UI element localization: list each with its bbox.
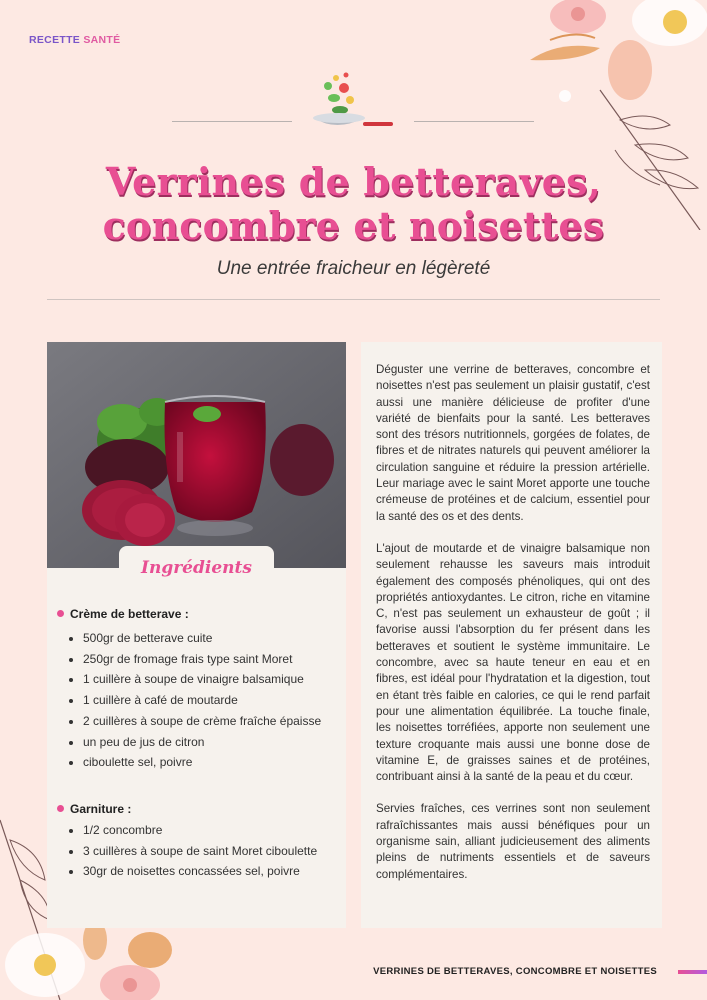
list-item: • ciboulette sel, poivre — [83, 752, 321, 773]
list-item: • 1/2 concombre — [83, 820, 317, 841]
section-title-garniture: Garniture : — [57, 802, 131, 816]
decorative-line-left — [172, 121, 292, 122]
recipe-photo — [47, 342, 346, 568]
paragraph: Déguster une verrine de betteraves, concombre et noisettes n'est pas seulement un plaisir gustatif, c'est aussi une manière délicieuse de profiter d'une variété de bienfaits pour la santé. Les betteraves sont des trésors nutritionnels, gorgées de folates, de fibres et de nitrates naturels qui peuvent améliorer la circulation sanguine et réduire la pression artérielle. Leur mariage avec le saint Moret apporte une touche crémeuse de protéines et de calcium, essentiel pour la santé des os et des dents. — [376, 363, 650, 523]
decorative-line-right — [414, 121, 534, 122]
list-item: • 1 cuillère à soupe de vinaigre balsamique — [83, 669, 321, 690]
page-subtitle: Une entrée fraicheur en légèreté — [216, 258, 491, 279]
ingredient-list-creme — [65, 628, 321, 773]
bullet-dot — [57, 805, 64, 812]
ingredient-list-garniture — [65, 820, 317, 882]
bullet-dot — [57, 610, 64, 617]
section-title-creme: Crème de betterave : — [57, 607, 189, 621]
article-body — [376, 362, 650, 899]
list-item: • 1 cuillère à café de moutarde — [83, 690, 321, 711]
list-item: • 2 cuillères à soupe de crème fraîche épaisse — [83, 711, 321, 732]
list-item: • 3 cuillères à soupe de saint Moret ciboulette — [83, 841, 317, 862]
paragraph: L'ajout de moutarde et de vinaigre balsamique non seulement rehausse les saveurs mais introduit également des composés phénoliques, qui ont des propriétés antioxydantes. Le citron, riche en vitamine C, n'est pas seulement un exhausteur de goût ; il favorise aussi l'absorption du fer présent dans les betteraves et soutient le système immunitaire. Le concombre, avec sa haute teneur en eau et en fibres, est idéal pour l'hydratation et la digestion, tout en étant très faible en calories, ce qui le rend parfait pour une alimentation équilibrée. La touche finale, les noisettes torréfiées, apporte non seulement une texture croquante mais aussi une bonne dose de vitamine E, de graisses saines et de protéines, contribuant ainsi à la santé de la peau et du cœur. — [376, 541, 650, 784]
kicker: RECETTE SANTÉ — [29, 34, 121, 46]
page-title: Verrines de betteraves, concombre et noisettes — [102, 159, 605, 248]
list-item: • 500gr de betterave cuite — [83, 628, 321, 649]
list-item: • un peu de jus de citron — [83, 732, 321, 753]
ingredients-tab: Ingrédients — [119, 546, 274, 588]
list-item: • 30gr de noisettes concassées sel, poivre — [83, 861, 317, 882]
salad-pan-icon — [306, 70, 398, 136]
list-item: • 250gr de fromage frais type saint Moret — [83, 649, 321, 670]
footer-accent-bar — [678, 970, 707, 974]
divider — [47, 299, 660, 300]
footer-label: VERRINES DE BETTERAVES, CONCOMBRE ET NOISETTES — [373, 966, 657, 977]
paragraph: Servies fraîches, ces verrines sont non seulement rafraîchissantes mais aussi bénéfiques pour un organisme sain, alliant judicieusement des aliments pleins de nutriments essentiels et de saveurs complémentaires. — [376, 802, 650, 881]
